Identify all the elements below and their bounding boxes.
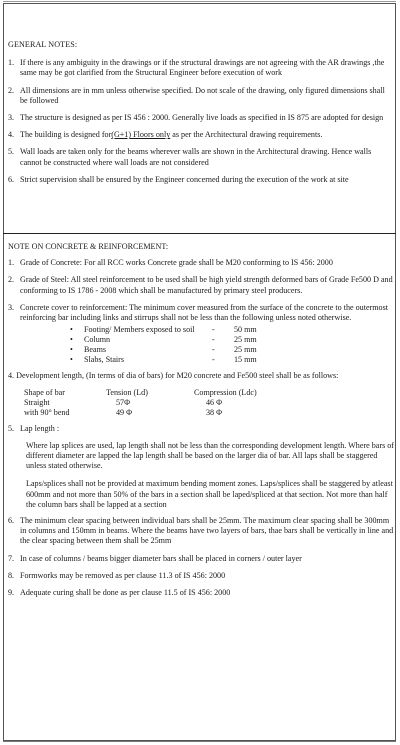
concrete-note-4: 4. Development length, (In terms of dia of bars) for M20 concrete and Fe500 steel shall be as follows: bbox=[8, 371, 339, 381]
concrete-note-6: 6. The minimum clear spacing between individual bars shall be 25mm. The maximum clear spacing shall be 300mm in columns and 150mm in beams. Where the beams have two layers of bars, thae bars shall be vertically in line and the clear spacing between them shall be 25mm bbox=[8, 516, 394, 546]
cover-item: • Footing/ Members exposed to soil - 50 mm bbox=[70, 325, 257, 335]
cover-item: • Beams - 25 mm bbox=[70, 344, 257, 354]
cover-list bbox=[70, 325, 394, 364]
concrete-note-9: 9. Adequate curing shall be done as per clause 11.5 of IS 456: 2000 bbox=[8, 588, 231, 598]
table-row: Straight 57Φ 46 Φ bbox=[24, 397, 223, 407]
table-header-row: Shape of bar Tension (Ld) Compression (Ldc) bbox=[24, 387, 257, 397]
general-note-5: 5. Wall loads are taken only for the beams wherever walls are shown in the Architectural drawing. Hence walls cannot be constructed where wall loads are not considered bbox=[8, 147, 372, 167]
concrete-notes-heading: NOTE ON CONCRETE & REINFORCEMENT: bbox=[8, 242, 169, 251]
floors-underlined: (G+1) Floors only bbox=[111, 130, 171, 140]
general-note-4: 4. The building is designed for(G+1) Floors only as per the Architectural drawing requirements. bbox=[8, 130, 323, 140]
bottom-border bbox=[3, 741, 396, 742]
cover-item: • Slabs, Stairs - 15 mm bbox=[70, 354, 257, 364]
cover-item: • Column - 25 mm bbox=[70, 335, 257, 345]
concrete-note-8: 8. Formworks may be removed as per clause 11.3 of IS 456: 2000 bbox=[8, 570, 226, 580]
concrete-notes-section bbox=[8, 242, 394, 605]
general-note-1: 1. If there is any ambiguity in the drawings or if the structural drawings are not agreeing with the AR drawings ,the same may be got clarified from the Structural Engineer before execution of work bbox=[8, 58, 385, 78]
general-note-3: 3. The structure is designed as per IS 456 : 2000. Generally live loads as specified in IS 875 are adopted for design bbox=[8, 113, 384, 123]
general-notes-heading: GENERAL NOTES: bbox=[8, 40, 78, 49]
concrete-note-3: 3. Concrete cover to reinforcement: The minimum cover measured from the surface of the concrete to the outermost reinforcing bar including links and stirrups shall not be less than the following unless noted otherwise. bbox=[8, 302, 388, 323]
concrete-note-7: 7. In case of columns / beams bigger diameter bars shall be placed in corners / outer layer bbox=[8, 553, 302, 563]
note-4-prefix: The building is designed for bbox=[20, 130, 112, 140]
table-row: with 90° bend 49 Φ 38 Φ bbox=[24, 407, 223, 417]
lap-paragraph-2: Laps/splices shall not be provided at maximum bending moment zones. Laps/splices shall be staggered by atleast 600mm and not more than 50% of the bars in a section shall be laped/spliced at that section. Not more than half the column bars shall be lapped at a section bbox=[26, 479, 393, 509]
concrete-note-1: 1. Grade of Concrete: For all RCC works Concrete grade shall be M20 conforming to IS 456: 2000 bbox=[8, 258, 333, 268]
general-note-6: 6. Strict supervision shall be ensured by the Engineer concerned during the execution of the work at site bbox=[8, 174, 349, 184]
development-length-table bbox=[24, 388, 394, 418]
section-divider bbox=[3, 233, 396, 234]
lap-paragraph-1: Where lap splices are used, lap length shall not be less than the corresponding development length. Where bars of different diameter are lapped the lap length shall be based on the larger dia of bar. All laps shall be staggered unless stated otherwise. bbox=[26, 440, 395, 471]
general-note-2: 2. All dimensions are in mm unless otherwise specified. Do not scale of the drawing, only figured dimensions shall be followed bbox=[8, 85, 385, 105]
top-border bbox=[3, 1, 396, 2]
general-notes-section bbox=[8, 40, 394, 192]
note-4-suffix: as per the Architectural drawing requirements. bbox=[170, 130, 323, 140]
concrete-note-5: 5. Lap length : bbox=[8, 423, 60, 433]
concrete-note-2: 2. Grade of Steel: All steel reinforcement to be used shall be high yield strength deformed bars of Grade Fe500 D and conforming to IS 1786 - 2008 which shall be manufactured by primary steel producers. bbox=[8, 275, 393, 295]
